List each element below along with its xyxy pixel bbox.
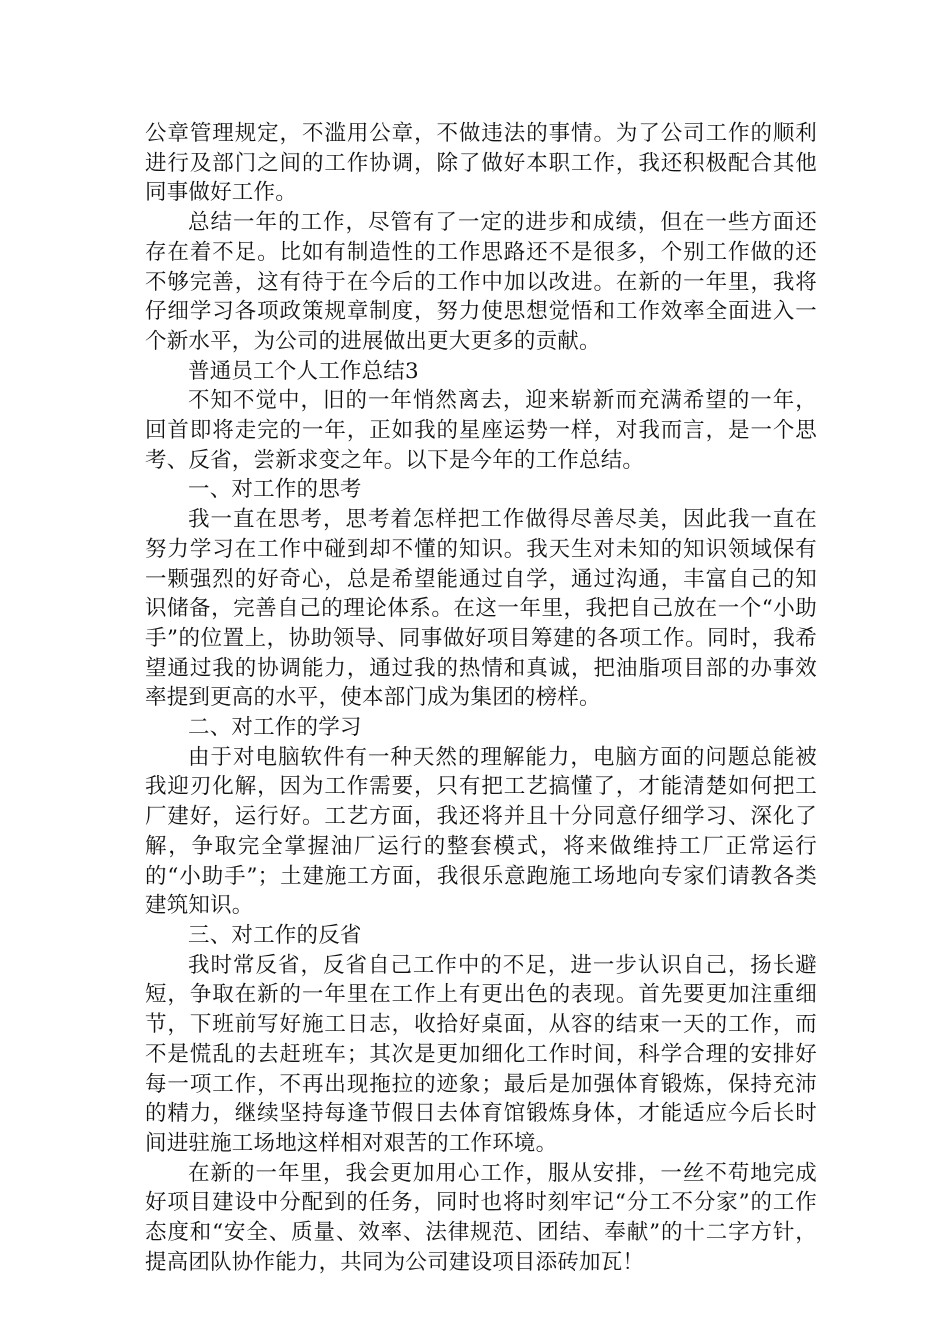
heading-reflection: 三、对工作的反省 <box>188 922 362 948</box>
heading-thinking: 一、对工作的思考 <box>188 477 362 503</box>
paragraph-thinking: 我一直在思考，思考着怎样把工作做得尽善尽美，因此我一直在努力学习在工作中碰到却不懂的知识。我天生对未知的知识领域保有一颗强烈的好奇心，总是希望能通过自学，通过沟通，丰富自己的知识储备，完善自己的理论体系。在这一年里，我把自己放在一个“小助手”的位置上，协助领导、同事做好项目筹建的各项工作。同时，我希望通过我的协调能力，通过我的热情和真诚，把油脂项目部的办事效率提到更高的水平，使本部门成为集团的榜样。 <box>145 507 817 711</box>
section-title-summary-3: 普通员工个人工作总结3 <box>188 358 419 384</box>
heading-learning: 二、对工作的学习 <box>188 715 362 741</box>
paragraph-reflection: 我时常反省，反省自己工作中的不足，进一步认识自己，扬长避短，争取在新的一年里在工作上有更出色的表现。首先要更加注重细节，下班前写好施工日志，收拾好桌面，从容的结束一天的工作，而不是慌乱的去赶班车；其次是更加细化工作时间，科学合理的安排好每一项工作，不再出现拖拉的迹象；最后是加强体育锻炼，保持充沛的精力，继续坚持每逢节假日去体育馆锻炼身体，才能适应今后长时间进驻施工场地这样相对艰苦的工作环境。 <box>145 952 817 1156</box>
paragraph-year-summary: 总结一年的工作，尽管有了一定的进步和成绩，但在一些方面还存在着不足。比如有制造性的工作思路还不是很多，个别工作做的还不够完善，这有待于在今后的工作中加以改进。在新的一年里，我将仔细学习各项政策规章制度，努力使思想觉悟和工作效率全面进入一个新水平，为公司的进展做出更大更多的贡献。 <box>145 210 817 354</box>
paragraph-learning: 由于对电脑软件有一种天然的理解能力，电脑方面的问题总能被我迎刃化解，因为工作需要，只有把工艺搞懂了，才能清楚如何把工厂建好，运行好。工艺方面，我还将并且十分同意仔细学习、深化了解，争取完全掌握油厂运行的整套模式，将来做维持工厂正常运行的“小助手”；土建施工方面，我很乐意跑施工场地向专家们请教各类建筑知识。 <box>145 744 817 919</box>
paragraph-seal-management: 公章管理规定，不滥用公章，不做违法的事情。为了公司工作的顺利进行及部门之间的工作协调，除了做好本职工作，我还积极配合其他同事做好工作。 <box>145 121 817 206</box>
paragraph-intro: 不知不觉中，旧的一年悄然离去，迎来崭新而充满希望的一年，回首即将走完的一年，正如我的星座运势一样，对我而言，是一个思考、反省，尝新求变之年。以下是今年的工作总结。 <box>145 388 817 473</box>
paragraph-new-year: 在新的一年里，我会更加用心工作，服从安排，一丝不苟地完成好项目建设中分配到的任务，同时也将时刻牢记“分工不分家”的工作态度和“安全、质量、效率、法律规范、团结、奉献”的十二字方针，提高团队协作能力，共同为公司建设项目添砖加瓦！ <box>145 1160 817 1275</box>
document-page <box>145 119 817 1277</box>
